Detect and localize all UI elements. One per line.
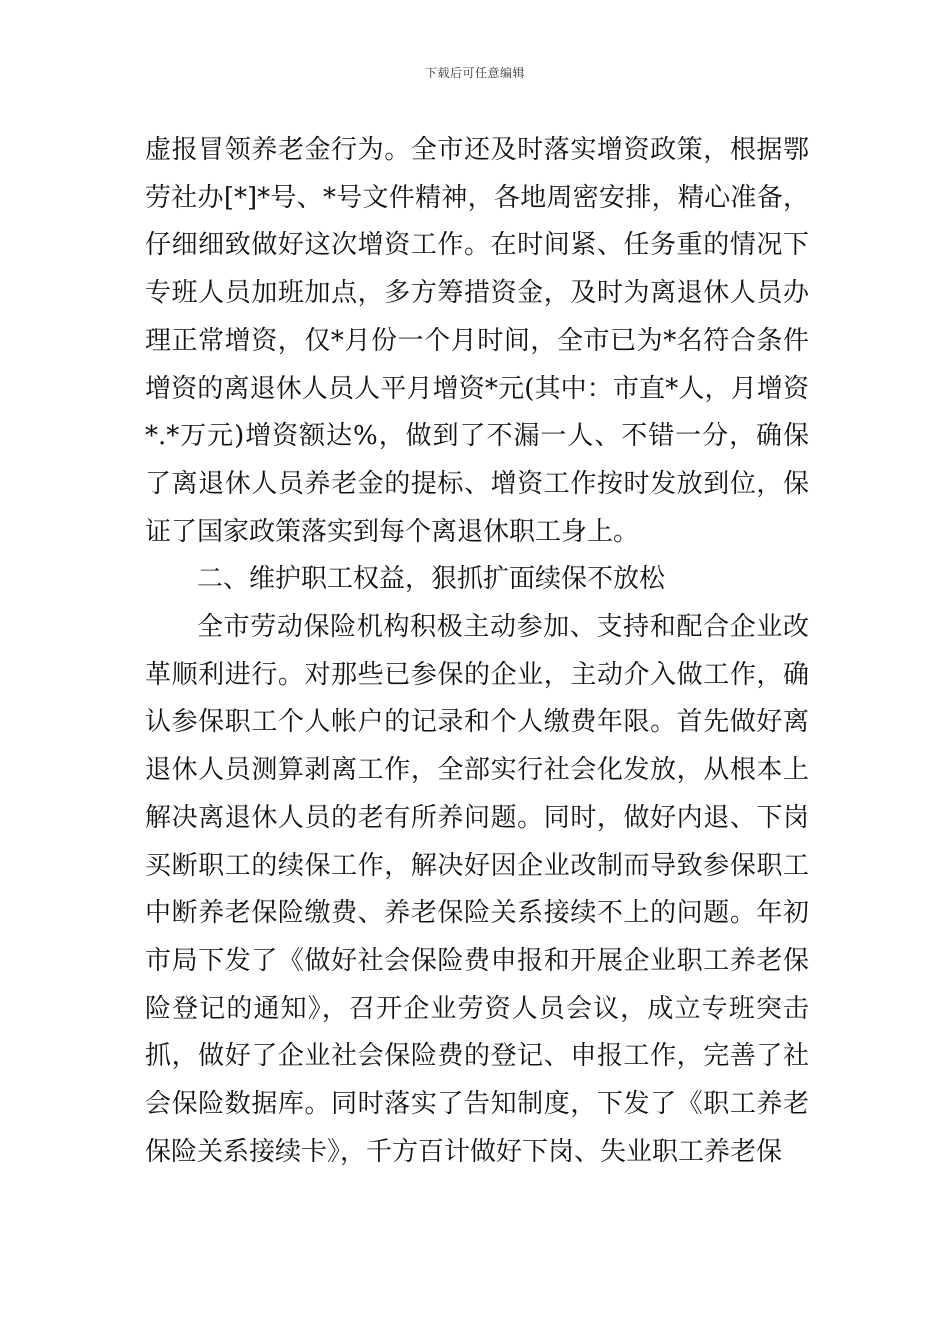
- paragraph: 虚报冒领养老金行为。全市还及时落实增资政策，根据鄂劳社办[*]*号、*号文件精神，各地周密安排，精心准备，仔细细致做好这次增资工作。在时间紧、任务重的情况下专班人员加班加点，多方筹措资金，及时为离退休人员办理正常增资，仅*月份一个月时间，全市已为*名符合条件增资的离退休人员人平月增资*元(其中：市直*人，月增资*.*万元)增资额达%，做到了不漏一人、不错一分，确保了离退休人员养老金的提标、增资工作按时发放到位，保证了国家政策落实到每个离退休职工身上。: [145, 135, 809, 547]
- page-header: 下载后可任意编辑: [424, 66, 525, 80]
- paragraph: 全市劳动保险机构积极主动参加、支持和配合企业改革顺利进行。对那些已参保的企业，主动介入做工作，确认参保职工个人帐户的记录和个人缴费年限。首先做好离退休人员测算剥离工作，全部实行社会化发放，从根本上解决离退休人员的老有所养问题。同时，做好内退、下岗买断职工的续保工作，解决好因企业改制而导致参保职工中断养老保险缴费、养老保险关系接续不上的问题。年初市局下发了《做好社会保险费申报和开展企业职工养老保险登记的通知》，召开企业劳资人员会议，成立专班突击抓，做好了企业社会保险费的登记、申报工作，完善了社会保险数据库。同时落实了告知制度，下发了《职工养老保险关系接续卡》，千方百计做好下岗、失业职工养老保: [145, 612, 809, 1167]
- document-body: [145, 127, 809, 1176]
- section-heading: 二、维护职工权益，狠抓扩面续保不放松: [197, 564, 666, 595]
